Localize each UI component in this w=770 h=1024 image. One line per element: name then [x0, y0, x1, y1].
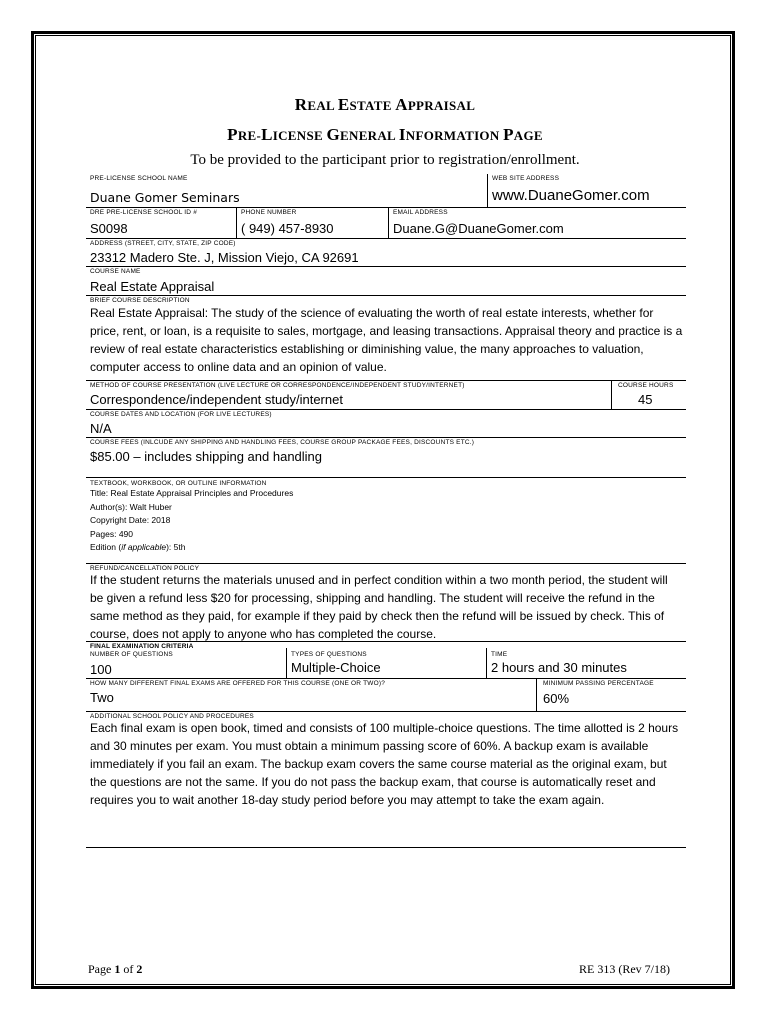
- question-types-field[interactable]: [286, 648, 486, 678]
- exam-count-label: HOW MANY DIFFERENT FINAL EXAMS ARE OFFERED FOR THIS COURSE (ONE OR TWO)?: [90, 680, 386, 687]
- textbook-pages: Pages: 490: [90, 528, 134, 539]
- method-value: Correspondence/independent study/internet: [90, 392, 343, 407]
- policy-field[interactable]: [86, 712, 686, 848]
- address-value: 23312 Madero Ste. J, Mission Viejo, CA 92691: [90, 250, 359, 265]
- textbook-author: Author(s): Walt Huber: [90, 501, 172, 512]
- website-label: WEB SITE ADDRESS: [492, 175, 560, 182]
- policy-value: Each final exam is open book, timed and consists of 100 multiple-choice questions. The time allotted is 2 hours and 30 minutes per exam. You must obtain a minimum passing score of 60%. A backup exam is available immediately if you fail an exam. The backup exam covers the same course material as the original exam, but the questions are not the same. If you do not pass the backup exam, that course is automatically reset and requires you to wait another 18-day study period before you may attempt to take the exam again.: [90, 721, 679, 807]
- method-field[interactable]: [86, 381, 611, 409]
- textbook-label: TEXTBOOK, WORKBOOK, OR OUTLINE INFORMATION: [90, 480, 267, 487]
- refund-label: REFUND/CANCELLATION POLICY: [90, 565, 200, 572]
- exam-time-label: TIME: [491, 651, 508, 658]
- fees-field[interactable]: [86, 438, 686, 478]
- phone-field[interactable]: [236, 208, 388, 238]
- description-field[interactable]: [86, 296, 686, 381]
- hours-field[interactable]: [611, 381, 686, 409]
- website-value: www.DuaneGomer.com: [492, 187, 650, 204]
- school-name-label: PRE-LICENSE SCHOOL NAME: [90, 175, 188, 182]
- row-exam-count-passing: [86, 679, 686, 712]
- school-id-label: DRE PRE-LICENSE SCHOOL ID #: [90, 209, 198, 216]
- num-questions-value: 100: [90, 662, 112, 677]
- school-name-field[interactable]: [86, 174, 487, 207]
- passing-label: MINIMUM PASSING PERCENTAGE: [543, 680, 654, 687]
- email-value: Duane.G@DuaneGomer.com: [393, 221, 564, 236]
- address-label: ADDRESS (STREET, CITY, STATE, ZIP CODE): [90, 240, 236, 247]
- passing-field[interactable]: [536, 679, 686, 711]
- course-name-label: COURSE NAME: [90, 268, 141, 275]
- row-exam-criteria: [86, 642, 686, 679]
- row-id-phone-email: [86, 208, 686, 239]
- question-types-value: Multiple-Choice: [291, 660, 381, 675]
- refund-value: If the student returns the materials unused and in perfect condition within a two month period, the student will be given a refund less $20 for processing, shipping and handling. The student will receive the refund in the same method as they paid, for example if they paid by check then the refund will be issued by check. This of course, does not apply to anyone who has completed the course.: [90, 573, 668, 641]
- website-field[interactable]: [487, 174, 686, 207]
- exam-time-field[interactable]: [486, 648, 686, 678]
- num-questions-label: NUMBER OF QUESTIONS: [90, 651, 173, 658]
- exam-count-field[interactable]: [86, 679, 536, 711]
- email-label: EMAIL ADDRESS: [393, 209, 448, 216]
- textbook-copyright: Copyright Date: 2018: [90, 515, 171, 525]
- phone-value: ( 949) 457-8930: [241, 221, 334, 236]
- school-id-value: S0098: [90, 221, 128, 236]
- course-name-value: Real Estate Appraisal: [90, 279, 215, 294]
- school-id-field[interactable]: [86, 208, 236, 238]
- dates-value: N/A: [90, 421, 112, 436]
- course-name-field[interactable]: [86, 267, 686, 296]
- page-title: REAL ESTATE APPRAISAL: [294, 95, 476, 114]
- form-id: RE 313 (Rev 7/18): [579, 962, 670, 976]
- dates-label: COURSE DATES AND LOCATION (FOR LIVE LECTURES): [90, 411, 272, 418]
- email-field[interactable]: [388, 208, 686, 238]
- method-label: METHOD OF COURSE PRESENTATION (LIVE LECTURE OR CORRESPONDENCE/INDEPENDENT STUDY/INTERNET): [90, 382, 465, 389]
- num-questions-field[interactable]: [86, 642, 286, 678]
- description-value: Real Estate Appraisal: The study of the science of evaluating the worth of real estate interests, whether for price, rent, or loan, is a requisite to sales, mortgage, and leasing transactions. Appraisal theory and practice is a review of real estate characteristics establishing or diminishing value, the many approaches to valuation, computer access to online data and an opinion of value.: [90, 306, 683, 374]
- fees-value: $85.00 – includes shipping and handling: [90, 449, 323, 464]
- phone-label: PHONE NUMBER: [241, 209, 297, 216]
- textbook-field[interactable]: [86, 478, 686, 564]
- page-number: Page 1 of 2: [88, 962, 143, 976]
- textbook-edition: Edition (if applicable): 5th: [90, 542, 186, 552]
- description-label: BRIEF COURSE DESCRIPTION: [90, 297, 190, 304]
- textbook-title: Title: Real Estate Appraisal Principles and Procedures: [90, 488, 294, 498]
- info-form: [86, 174, 686, 848]
- address-field[interactable]: [86, 239, 686, 267]
- exam-count-value: Two: [90, 690, 114, 705]
- school-name-value: Duane Gomer Seminars: [90, 190, 240, 205]
- policy-label: ADDITIONAL SCHOOL POLICY AND PROCEDURES: [90, 713, 254, 720]
- passing-value: 60%: [543, 691, 570, 706]
- row-method-hours: [86, 381, 686, 410]
- refund-field[interactable]: [86, 564, 686, 642]
- exam-time-value: 2 hours and 30 minutes: [491, 660, 627, 675]
- question-types-label: TYPES OF QUESTIONS: [291, 651, 367, 658]
- exam-criteria-label: FINAL EXAMINATION CRITERIA: [90, 643, 194, 650]
- instruction-text: To be provided to the participant prior to registration/enrollment.: [190, 152, 580, 168]
- hours-label: COURSE HOURS: [618, 382, 674, 389]
- textbook-details: [90, 487, 293, 555]
- hours-value: 45: [638, 392, 653, 407]
- fees-label: COURSE FEES (INLCUDE ANY SHIPPING AND HANDLING FEES, COURSE GROUP PACKAGE FEES, DISCOUNTS ETC.): [90, 439, 475, 446]
- dates-field[interactable]: [86, 410, 686, 438]
- row-school-website: [86, 174, 686, 208]
- page-subtitle-heading: PRE-LICENSE GENERAL INFORMATION PAGE: [227, 125, 543, 144]
